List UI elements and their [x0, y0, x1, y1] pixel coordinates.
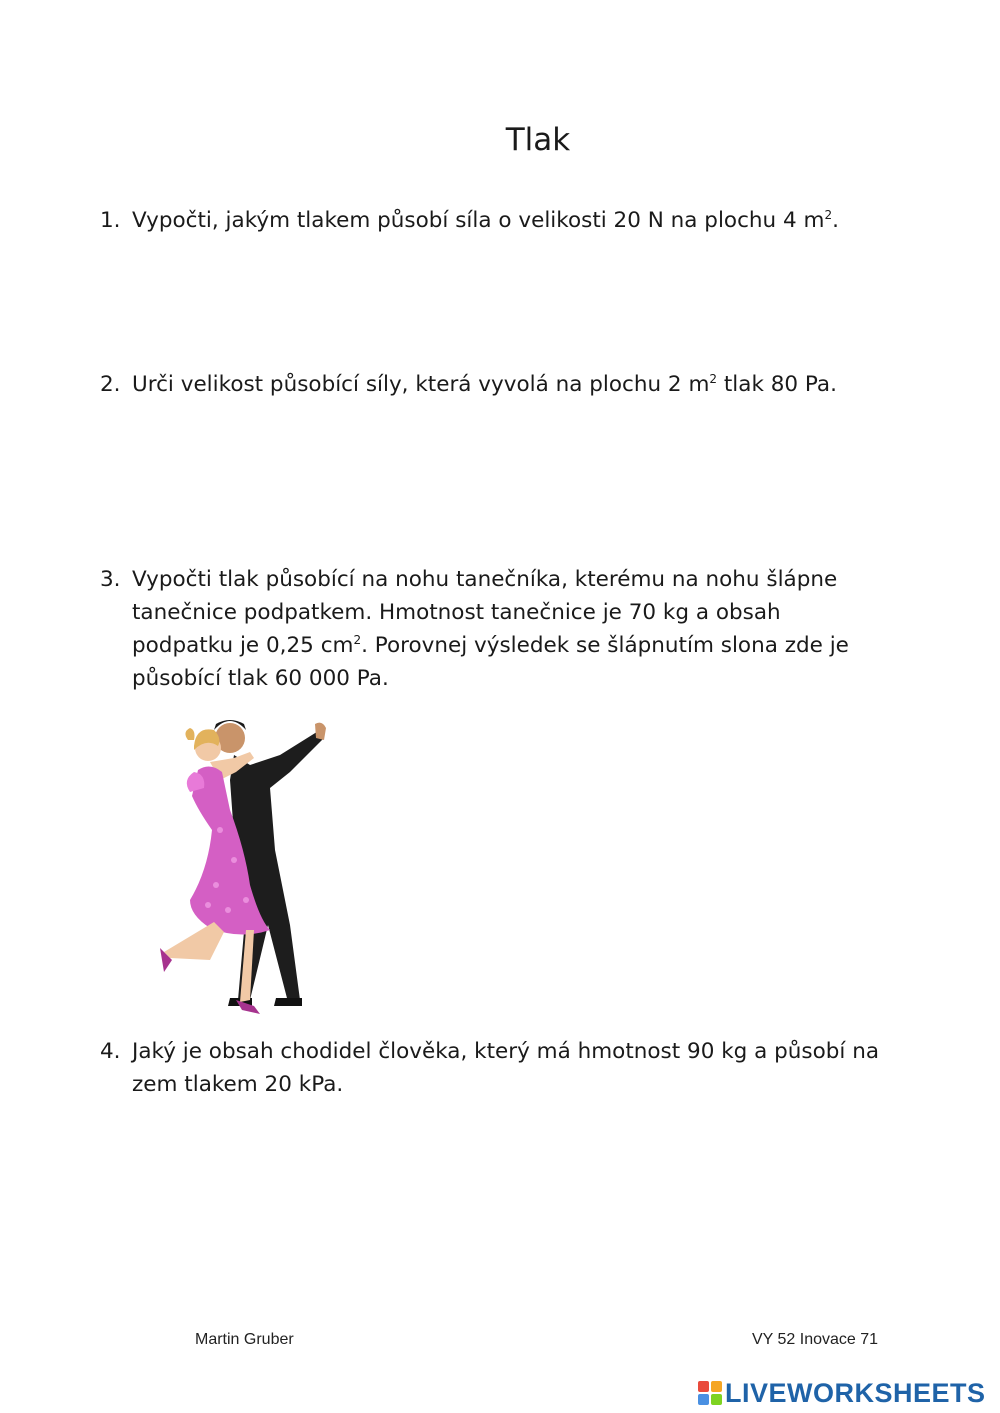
superscript: 2	[353, 632, 362, 647]
superscript: 2	[824, 207, 833, 222]
brand-name: LIVEWORKSHEETS	[725, 1377, 986, 1408]
logo-grid-icon	[698, 1381, 722, 1405]
footer-author: Martin Gruber	[195, 1331, 294, 1348]
question-2	[100, 368, 880, 401]
question-number: 2.	[100, 372, 121, 397]
question-text: Vypočti tlak působící na nohu tanečníka, kterému na nohu šlápne tanečnice podpatkem. Hmotnost tanečnice je 70 kg a obsah podpatku je 0,25 cm	[132, 567, 838, 658]
liveworksheets-logo	[698, 1378, 986, 1408]
question-1	[100, 204, 880, 237]
question-text-end: .	[832, 208, 839, 233]
question-4	[100, 1035, 880, 1101]
question-number: 1.	[100, 208, 121, 233]
question-text: Vypočti, jakým tlakem působí síla o velikosti 20 N na plochu 4 m	[132, 208, 825, 233]
question-text: Urči velikost působící síly, která vyvolá na plochu 2 m	[132, 372, 710, 397]
question-text: Jaký je obsah chodidel člověka, který má hmotnost 90 kg a působí na zem tlakem 20 kPa.	[132, 1039, 880, 1097]
dancing-couple-icon	[150, 710, 340, 1025]
page-title: Tlak	[505, 122, 571, 158]
superscript: 2	[709, 371, 718, 386]
question-number: 4.	[100, 1039, 121, 1064]
question-3	[100, 563, 880, 695]
question-text-end: . Porovnej výsledek se šlápnutím slona zde je působící tlak 60 000 Pa.	[132, 633, 849, 691]
footer-code: VY 52 Inovace 71	[752, 1331, 879, 1348]
question-text-end: tlak 80 Pa.	[717, 372, 837, 397]
question-number: 3.	[100, 567, 121, 592]
